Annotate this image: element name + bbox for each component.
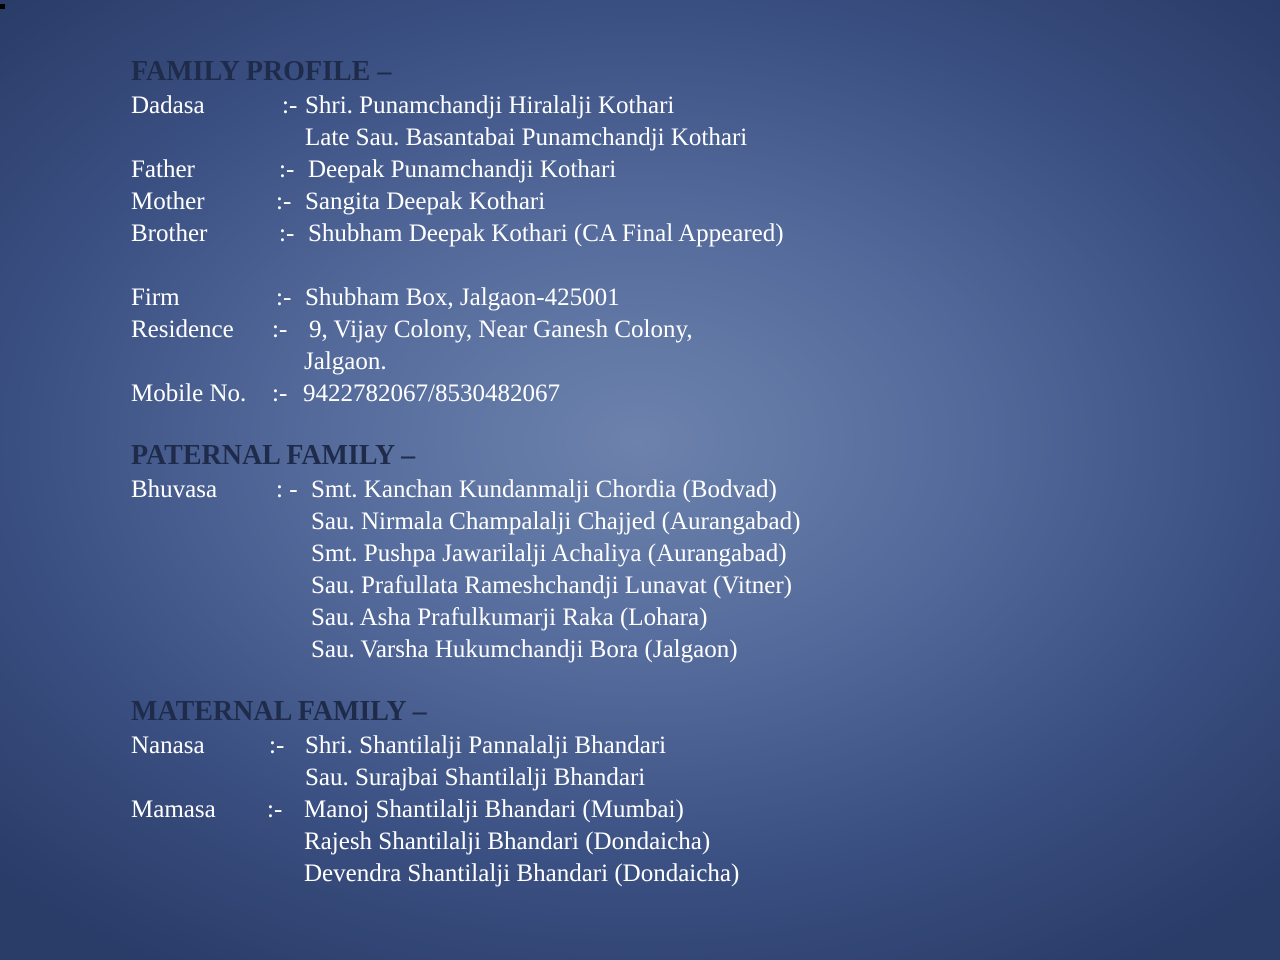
residence-value-1: 9, Vijay Colony, Near Ganesh Colony, (309, 316, 693, 343)
mamasa-row-2 (131, 826, 1231, 858)
family-profile-heading: FAMILY PROFILE – (131, 56, 392, 87)
residence-row-2 (131, 346, 1231, 378)
bhuvasa-name-1: Smt. Kanchan Kundanmalji Chordia (Bodvad) (311, 476, 777, 503)
brother-label: Brother (131, 220, 208, 247)
corner-dot (0, 4, 5, 9)
brother-row (131, 218, 1231, 250)
firm-label: Firm (131, 284, 180, 311)
bhuvasa-row-5 (131, 602, 1231, 634)
residence-value-2: Jalgaon. (304, 348, 387, 375)
paternal-family-heading: PATERNAL FAMILY – (131, 440, 416, 471)
nanasa-value-1: Shri. Shantilalji Pannalalji Bhandari (305, 732, 667, 759)
bhuvasa-separator: : - (276, 476, 298, 503)
mobile-separator: :- (272, 380, 288, 407)
nanasa-separator: :- (269, 732, 285, 759)
father-separator: :- (279, 156, 295, 183)
mamasa-row-3 (131, 858, 1231, 890)
father-value: Deepak Punamchandji Kothari (308, 156, 617, 183)
mother-value: Sangita Deepak Kothari (305, 188, 546, 215)
dadasa-row-2 (131, 122, 1231, 154)
bhuvasa-name-5: Sau. Asha Prafulkumarji Raka (Lohara) (311, 604, 708, 631)
brother-separator: :- (279, 220, 295, 247)
maternal-family-heading: MATERNAL FAMILY – (131, 696, 427, 727)
dadasa-value-1: Shri. Punamchandji Hiralalji Kothari (305, 92, 675, 119)
mother-separator: :- (276, 188, 292, 215)
nanasa-row-2 (131, 762, 1231, 794)
mamasa-row (131, 794, 1231, 826)
firm-value: Shubham Box, Jalgaon-425001 (305, 284, 620, 311)
dadasa-separator: :- (282, 92, 298, 119)
mother-label: Mother (131, 188, 205, 215)
bhuvasa-row-2 (131, 506, 1231, 538)
mamasa-label: Mamasa (131, 796, 216, 823)
father-row (131, 154, 1231, 186)
firm-row (131, 282, 1231, 314)
bhuvasa-name-3: Smt. Pushpa Jawarilalji Achaliya (Aurangabad) (311, 540, 787, 567)
brother-value: Shubham Deepak Kothari (CA Final Appeared) (308, 220, 784, 247)
bhuvasa-row-3 (131, 538, 1231, 570)
mother-row (131, 186, 1231, 218)
mobile-value: 9422782067/8530482067 (303, 380, 560, 407)
firm-separator: :- (276, 284, 292, 311)
residence-separator: :- (272, 316, 288, 343)
bhuvasa-name-6: Sau. Varsha Hukumchandji Bora (Jalgaon) (311, 636, 738, 663)
bhuvasa-label: Bhuvasa (131, 476, 218, 503)
residence-label: Residence (131, 316, 234, 343)
mamasa-name-3: Devendra Shantilalji Bhandari (Dondaicha) (304, 860, 740, 887)
father-label: Father (131, 156, 195, 183)
family-profile-slide (131, 54, 1231, 890)
nanasa-row (131, 730, 1231, 762)
nanasa-label: Nanasa (131, 732, 205, 759)
mobile-row (131, 378, 1231, 410)
bhuvasa-name-2: Sau. Nirmala Champalalji Chajjed (Aurangabad) (311, 508, 801, 535)
mamasa-separator: :- (267, 796, 283, 823)
nanasa-value-2: Sau. Surajbai Shantilalji Bhandari (305, 764, 646, 791)
dadasa-row (131, 90, 1231, 122)
mamasa-name-2: Rajesh Shantilalji Bhandari (Dondaicha) (304, 828, 711, 855)
mobile-label: Mobile No. (131, 380, 247, 407)
mamasa-name-1: Manoj Shantilalji Bhandari (Mumbai) (304, 796, 684, 823)
residence-row (131, 314, 1231, 346)
dadasa-value-2: Late Sau. Basantabai Punamchandji Kothari (305, 124, 748, 151)
bhuvasa-row (131, 474, 1231, 506)
bhuvasa-row-6 (131, 634, 1231, 666)
bhuvasa-row-4 (131, 570, 1231, 602)
dadasa-label: Dadasa (131, 92, 205, 119)
bhuvasa-name-4: Sau. Prafullata Rameshchandji Lunavat (Vitner) (311, 572, 792, 599)
